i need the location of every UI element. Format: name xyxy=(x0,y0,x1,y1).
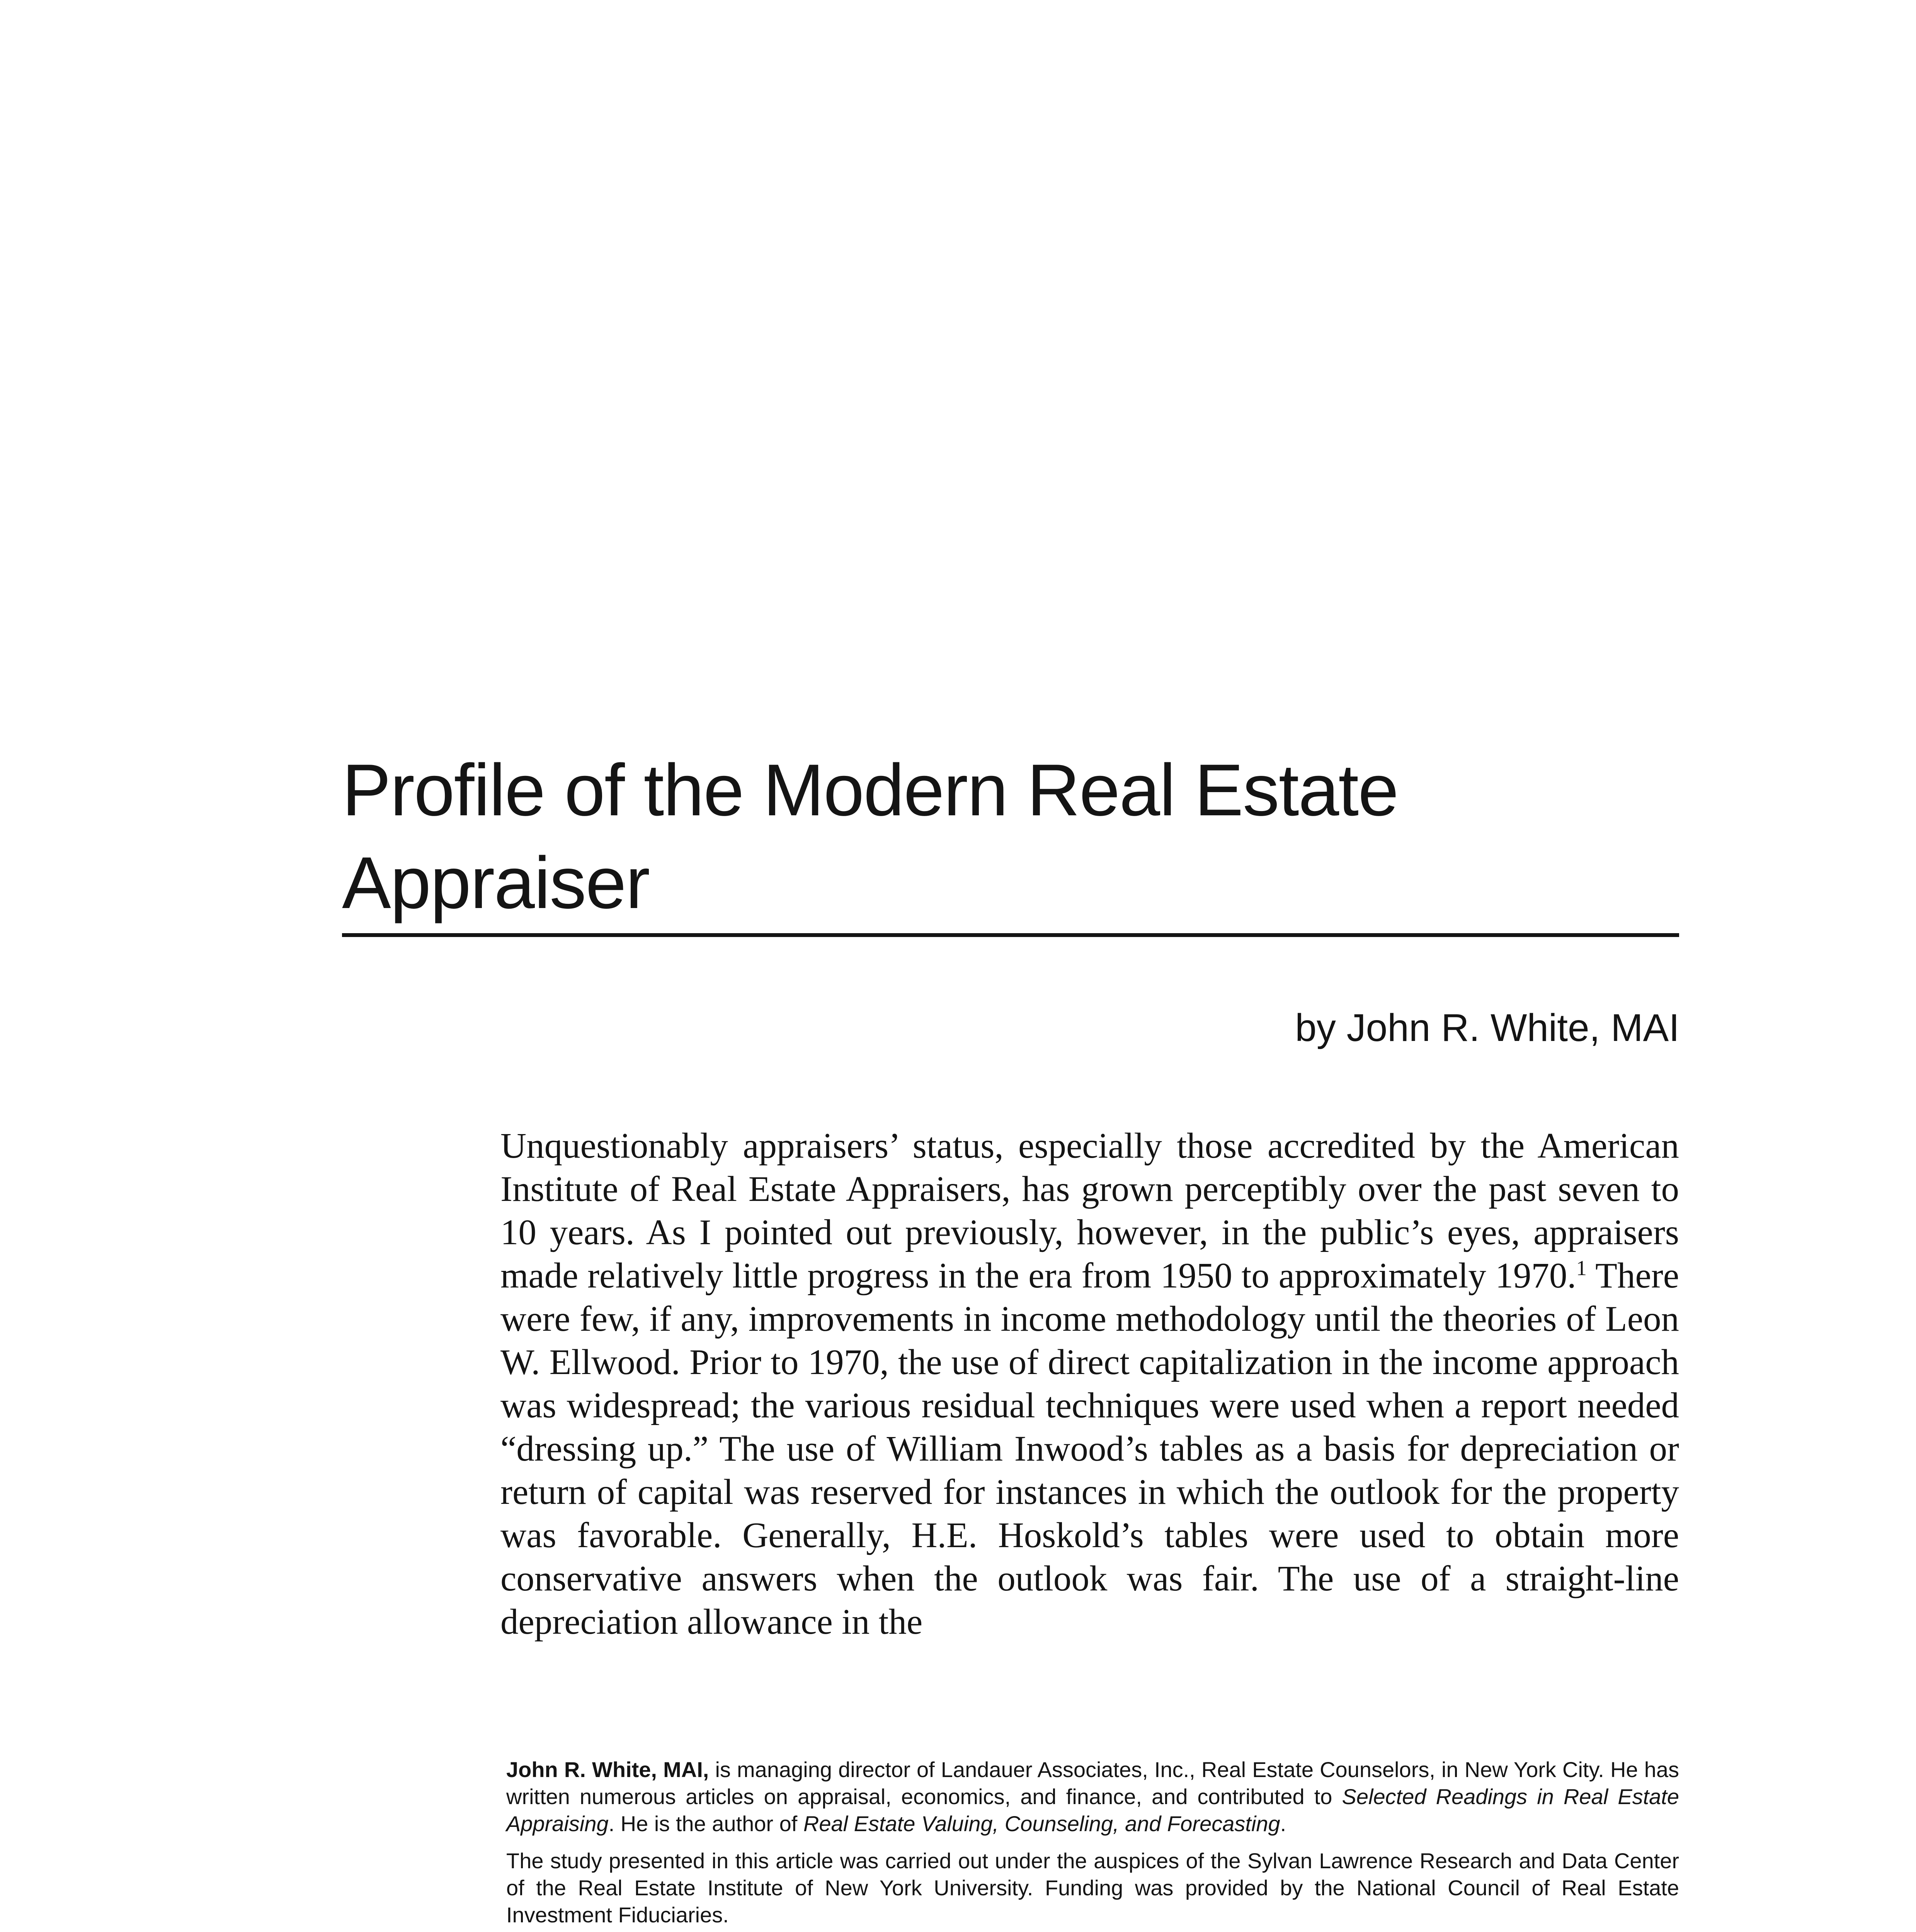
title-divider xyxy=(342,933,1679,937)
body-paragraph xyxy=(500,1124,1679,1644)
author-bio-book-1: Selected Readings in Real Estate Appraising xyxy=(506,1784,1679,1836)
author-bio-text-1: is managing director of Landauer Associates, Inc., Real Estate Counselors, in New York City. He has written numerous articles on appraisal, economics, and finance, and contributed to xyxy=(506,1757,1679,1809)
author-bio-name: John R. White, MAI, xyxy=(506,1757,709,1782)
study-note: The study presented in this article was carried out under the auspices of the Sylvan Lawrence Research and Data Center of the Real Estate Institute of New York University. Funding was provided by the National Council of Real Estate Investment Fiduciaries. xyxy=(506,1849,1679,1927)
article-title: Profile of the Modern Real Estate Appraiser xyxy=(342,749,1398,924)
author-note xyxy=(506,1756,1679,1932)
author-bio xyxy=(506,1756,1679,1837)
author-byline: by John R. White, MAI xyxy=(1295,1006,1679,1049)
author-bio-book-2: Real Estate Valuing, Counseling, and Forecasting xyxy=(803,1811,1280,1836)
author-bio-text-2: . He is the author of xyxy=(608,1811,803,1836)
body-text-intro: Unquestionably appraisers’ status, especially those accredited by the American Institute of Real Estate Appraisers, has grown perceptibly over the past seven to 10 years. As I pointed out previously, however, in the public’s eyes, appraisers made relatively little progress in the era from 1950 to approximately 1970. xyxy=(500,1126,1679,1296)
body-text-rest: There were few, if any, improvements in income methodology until the theories of Leon W. Ellwood. Prior to 1970, the use of direct capitalization in the income approach was widespread; the various residual techniques were used when a report needed “dressing up.” The use of William Inwood’s tables as a basis for depreciation or return of capital was reserved for instances in which the outlook for the property was favorable. Generally, H.E. Hoskold’s tables were used to obtain more conservative answers when the outlook was fair. The use of a straight-line depreciation allowance in the xyxy=(500,1256,1679,1642)
footnote-reference[interactable]: 1 xyxy=(1576,1256,1587,1280)
author-bio-text-3: . xyxy=(1280,1811,1286,1836)
